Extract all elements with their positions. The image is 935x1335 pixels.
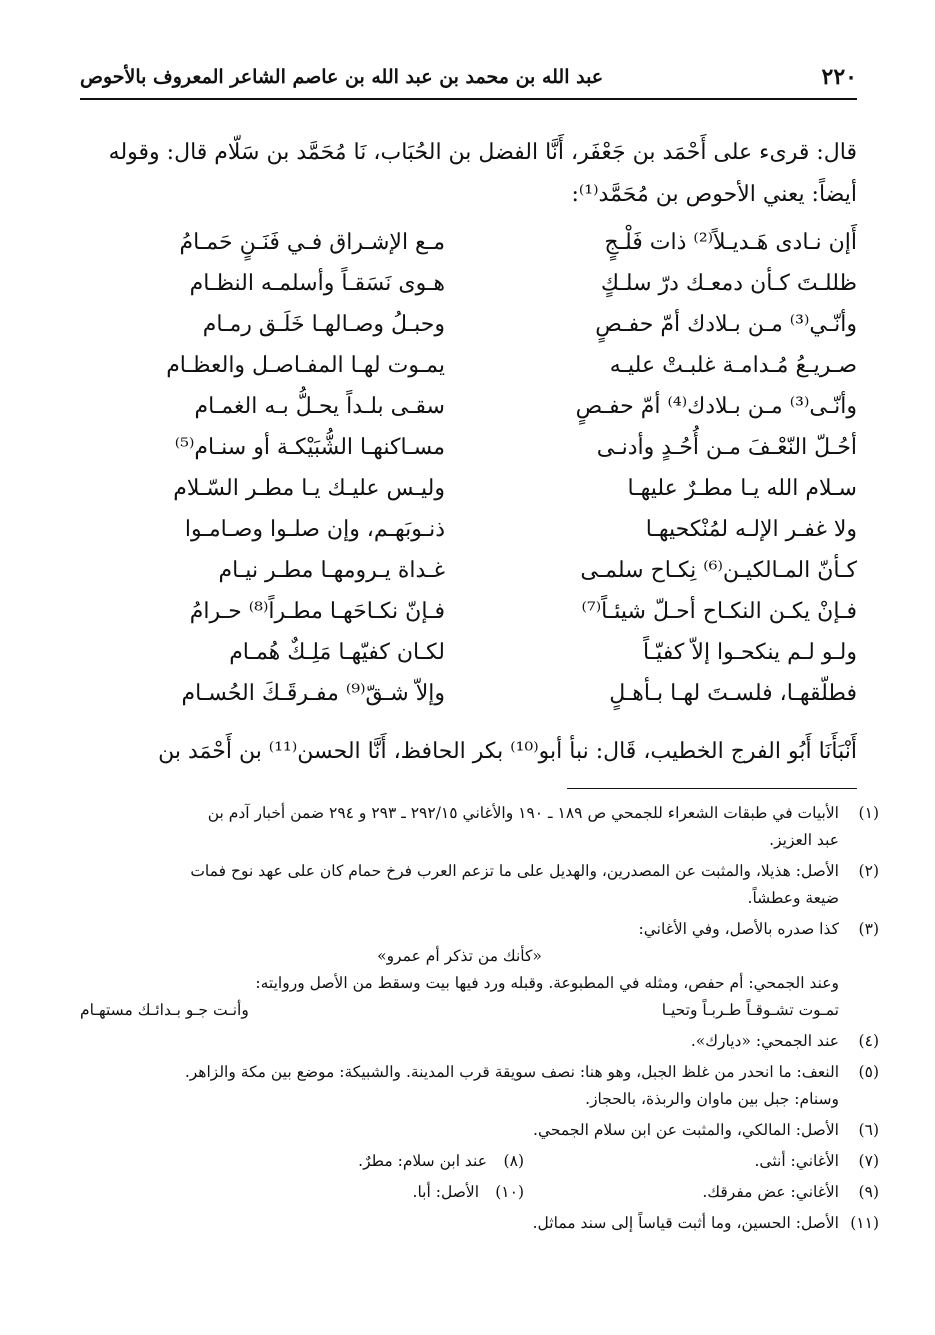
intro-paragraph (80, 132, 857, 216)
footnote (80, 1117, 879, 1144)
footnote-number: (٨) (503, 1152, 524, 1170)
verse-second-hemistich: لكـان كفيّهـا مَلِـكٌ هُمـام (229, 640, 445, 665)
footnote-verse-first: تمـوت تشـوقـاً طـربـاً وتحيـا (661, 1001, 839, 1019)
verse-first-hemistich: ولـو لـم ينكحـوا إلاّ كفيّـاً (643, 640, 857, 665)
verse-second-hemistich: هـوى نَسَقـاً وأسلمـه النظـام (189, 271, 445, 296)
verse (100, 673, 857, 714)
footnote-quote: «كأنك من تذكر أم عمرو» (377, 947, 542, 965)
footnote-rule (567, 788, 857, 789)
verse (100, 468, 857, 509)
footnote (80, 800, 879, 854)
footnote-text: ضيعة وعطشاً. (747, 889, 839, 907)
footnote (80, 1028, 879, 1055)
verse-second-hemistich: يمـوت لهـا المفـاصـل والعظـام (166, 353, 445, 378)
verse-first-hemistich: أَإن نـادى هَـديـلاً⁽²⁾ ذات فَلْـجٍ (604, 230, 857, 255)
verse-second-hemistich: مـع الإشـراق فـي فَنَـنٍ حَمـامُ (179, 230, 445, 255)
footnote-text: الأغاني: أنثى. (754, 1152, 839, 1170)
footnote-verse-second: وأنـت جـو بـدائـك مستهـام (80, 1001, 249, 1019)
isnad-line: أَنْبَأَنَا أَبُو الفرج الخطيب، قَال: نبأ أبو⁽¹⁰⁾ بكر الحافظ، أَنَّا الحسن⁽¹¹⁾ بن أَحْمَد بن (158, 739, 857, 764)
verse-first-hemistich: كـأنّ المـالكيـن⁽⁶⁾ نِكـاح سلمـى (580, 558, 857, 583)
verse-second-hemistich: ذنـوبَهـم، وإن صلـوا وصـامـوا (184, 517, 445, 542)
footnote-number: (٢) (858, 862, 879, 880)
verse-first-hemistich: وأنّـي⁽³⁾ مـن بـلادك أمّ حفـصٍ (595, 312, 857, 337)
verse-first-hemistich: أحُـلّ النّعْـفَ مـن أُحُـدٍ وأدنـى (596, 435, 857, 460)
running-title: عبد الله بن محمد بن عبد الله بن عاصم الشاعر المعروف بالأحوص (80, 66, 604, 88)
verse (100, 632, 857, 673)
footnote (80, 1210, 879, 1237)
footnote-text: عبد العزيز. (769, 831, 839, 849)
footnote-text: عند ابن سلام: مطرٌ. (358, 1152, 487, 1170)
footnote-number: (٦) (858, 1121, 879, 1139)
verse-second-hemistich: وإلاّ شـقّ⁽⁹⁾ مفـرقَـكَ الحُسـام (181, 681, 445, 706)
footnote-number: (٤) (858, 1032, 879, 1050)
verse-first-hemistich: وأنّـى⁽³⁾ مـن بـلادك⁽⁴⁾ أمّ حفـصٍ (575, 394, 857, 419)
verse (100, 550, 857, 591)
footnote-text: النعف: ما انحدر من غلظ الجبل، وهو هنا: نصف سويقة قرب المدينة. والشبيكة: موضع بين مكة والزاهر. (184, 1063, 839, 1081)
verse (100, 591, 857, 632)
page-number: ٢٢٠ (821, 64, 857, 90)
verse-first-hemistich: ظللـتَ كـأن دمعـك درّ سلـكٍ (600, 271, 857, 296)
footnote-text: الأبيات في طبقات الشعراء للجمحي ص ١٨٩ ـ ١٩٠ والأغاني ٢٩٢/١٥ ـ ٢٩٣ و ٢٩٤ ضمن أخبار آدم بن (207, 804, 839, 822)
footnote-text: الأصل: أبا. (412, 1183, 479, 1201)
footnote (80, 1059, 879, 1113)
verse-first-hemistich: فطلّقهـا، فلسـتَ لهـا بـأهـلٍ (609, 681, 857, 706)
footnote-pair (80, 1179, 879, 1206)
footnote-number: (٧) (858, 1152, 879, 1170)
verse (100, 427, 857, 468)
verse-second-hemistich: غـداة يـرومهـا مطـر نيـام (218, 558, 445, 583)
verse-first-hemistich: سـلام الله يـا مطـرٌ عليهـا (627, 476, 857, 501)
footnote-text: وسنام: جبل بين ماوان والربذة، بالحجاز. (585, 1090, 839, 1108)
verse-second-hemistich: سقـى بلـداً يحـلُّ بـه الغمـام (194, 394, 445, 419)
footnote-text: الأصل: الحسين، وما أثبت قياساً إلى سند مماثل. (532, 1214, 839, 1232)
footnote-text: عند الجمحي: «ديارك». (690, 1032, 839, 1050)
verse-first-hemistich: صـريـعُ مُـدامـة غلبـتْ عليـه (609, 353, 857, 378)
verse-second-hemistich: وحبـلُ وصـالهـا خَلَـق رمـام (202, 312, 445, 337)
verse-second-hemistich: مسـاكنهـا الشُّبَيْكـة أو سنـام⁽⁵⁾ (174, 435, 445, 460)
footnote-number: (١١) (850, 1214, 879, 1232)
verse (100, 304, 857, 345)
footnote (80, 916, 879, 1024)
verse-first-hemistich: فـإنْ يكـن النكـاح أحـلّ شيئـاً⁽⁷⁾ (581, 599, 857, 624)
verse (100, 345, 857, 386)
verse-first-hemistich: ولا غفـر الإلـه لمُنْكحيهـا (645, 517, 857, 542)
footnote-text: الأصل: هذيلا، والمثبت عن المصدرين، والهديل على ما تزعم العرب فرخ حمام كان على عهد نوح فمات (190, 862, 839, 880)
header-rule (80, 98, 857, 100)
verse (100, 222, 857, 263)
footnote-number: (١٠) (495, 1183, 524, 1201)
verse-second-hemistich: وليـس عليـك يـا مطـر السّـلام (173, 476, 445, 501)
footnote-text: الأصل: المالكي، والمثبت عن ابن سلام الجمحي. (533, 1121, 839, 1139)
running-header (80, 58, 857, 98)
verse (100, 509, 857, 550)
verse (100, 386, 857, 427)
footnote-text: كذا صدره بالأصل، وفي الأغاني: (638, 920, 839, 938)
footnote-number: (١) (858, 804, 879, 822)
footnote-pair (80, 1148, 879, 1175)
intro-line: قال: قرىء على أَحْمَد بن جَعْفَر، أَنَّا الفضل بن الحُبَاب، نَا مُحَمَّد بن سَلّام قال: وقوله (108, 140, 857, 165)
verse-second-hemistich: فـإنّ نكـاحَهـا مطـراً⁽⁸⁾ حـرامُ (189, 599, 445, 624)
footnote-number: (٣) (858, 920, 879, 938)
footnote-text: الأغاني: عض مفرقك. (702, 1183, 839, 1201)
poem (100, 222, 857, 722)
footnote-number: (٩) (858, 1183, 879, 1201)
footnote-number: (٥) (858, 1063, 879, 1081)
footnote-text: وعند الجمحي: أم حفص، ومثله في المطبوعة. وقبله ورد فيها بيت وسقط من الأصل وروايته: (255, 974, 839, 992)
footnotes (80, 800, 879, 1241)
intro-line: أيضاً: يعني الأحوص بن مُحَمَّد⁽¹⁾: (571, 182, 857, 207)
verse (100, 263, 857, 304)
footnote (80, 858, 879, 912)
